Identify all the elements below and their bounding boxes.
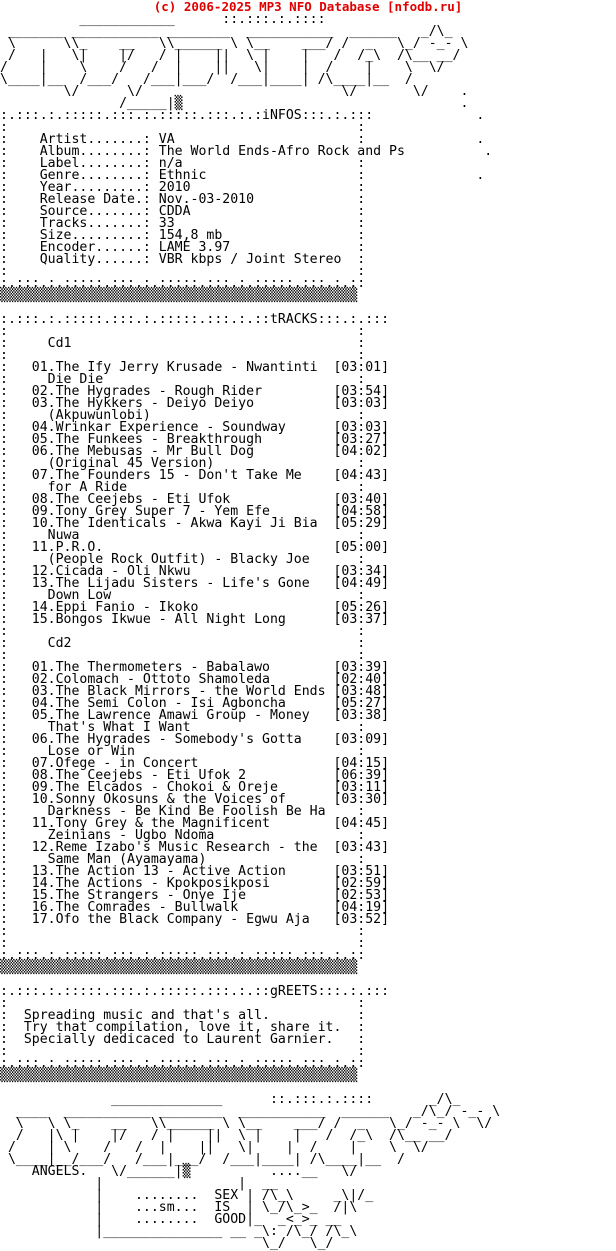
nfo-ascii-document: ____________ ::.:::.:.:::: _______ ___________ ________ ___________ ______ _/\_ \ \\_ __ \\______ \ \__ ___/ / _ \_/ -_- \ / | \| |/ / | || \ | | / /_\ /\__ __/ / | \ / / | || \| | / | \ \/ \____|__ /___/ /___|___/ /___|____| /\____|__ / \/ \/ \/ \/ . /_____|▒ . :.:::.:.:::::.:::.:.:::::.:::.:.:iNFOS:::.:.::: . : : : Artist.......: VA : . : Album........: The World Ends-Afro Rock and Ps . : Label........: n/a : : Genre........: Ethnic : . : Year.........: 2010 : : Release Date.: Nov.-03-2010 : : Source.......: CDDA : : Tracks.......: 33 : : Size.........: 154,8 mb : : Encoder......: LAME 3.97 : : Quality......: VBR kbps / Joint Stereo : : : :.:::.:.:::::.:::.:.:::::.:::.:.:::::.:::.:.:: ▒▒▒▒▒▒▒▒▒▒▒▒▒▒▒▒▒▒▒▒▒▒▒▒▒▒▒▒▒▒▒▒▒▒▒▒▒▒▒▒▒▒▒▒▒ :.:::.:.:::::.:::.:.:::::.:::.:.::tRACKS:::.:.::: : : : Cd1 : : : : 01.The Ify Jerry Krusade - Nwantinti [03:01] : Die Die : : 02.The Hygrades - Rough Rider [03:54] : 03.The Hykkers - Deiyo Deiyo [03:03] : (Akpuwunlobi) : : 04.Wrinkar Experience - Soundway [03:03] : 05.The Funkees - Breakthrough [03:27] : 06.The Mebusas - Mr Bull Dog [04:02] : (Original 45 Version) : : 07.The Founders 15 - Don't Take Me [04:43] : for A Ride : : 08.The Ceejebs - Eti Ufok [03:40] : 09.Tony Grey Super 7 - Yem Efe [04:58] : 10.The Identicals - Akwa Kayi Ji Bia [05:29] : Nuwa : : 11.P.R.O. [05:00] : (People Rock Outfit) - Blacky Joe : : 12.Cicada - Oli Nkwu [03:34] : 13.The Lijadu Sisters - Life's Gone [04:49] : Down Low : : 14.Eppi Fanio - Ikoko [05:26] : 15.Bongos Ikwue - All Night Long [03:37] : : : Cd2 : : : : 01.The Thermometers - Babalawo [03:39] : 02.Colomach - Ottoto Shamoleda [02:40] : 03.The Black Mirrors - the World Ends [03:48] : 04.The Semi Colon - Isi Agboncha [05:27] : 05.The Lawrence Amawi Group - Money [03:38] : That's What I Want : : 06.The Hygrades - Somebody's Gotta [03:09] : Lose or Win : : 07.Ofege - in Concert [04:15] : 08.The Ceejebs - Eti Ufok 2 [06:39] : 09.The Elcados - Chokoi & Oreje [03:11] : 10.Sonny Okosuns & the Voices of [03:30] : Darkness - Be Kind Be Foolish Be Ha : : 11.Tony Grey & the Magnificent [04:45] : Zeinians - Ugbo Ndoma : : 12.Reme Izabo's Music Research - the [03:43] : Same Man (Ayamayama) : : 13.The Action 13 - Active Action [03:51] : 14.The Actions - Kpokposikposi [02:59] : 15.The Strangers - Onye Ije [02:53] : 16.The Comrades - Bullwalk [04:19] : 17.Ofo the Black Company - Egwu Aja [03:52] : : : : :.:::.:.:::::.:::.:.:::::.:::.:.:::::.:::.:.:: ▒▒▒▒▒▒▒▒▒▒▒▒▒▒▒▒▒▒▒▒▒▒▒▒▒▒▒▒▒▒▒▒▒▒▒▒▒▒▒▒▒▒▒▒▒ :.:::.:.:::::.:::.:.:::::.:::.:.::gREETS:::.:.::: : : : Spreading music and that's all. : : Try that compilation, love it, share it. : : Specially dedicaced to Laurent Garnier. : : : :.:::.:.:::::.:::.:.:::::.:::.:.:::::.:::.:.:: ▒▒▒▒▒▒▒▒▒▒▒▒▒▒▒▒▒▒▒▒▒▒▒▒▒▒▒▒▒▒▒▒▒▒▒▒▒▒▒▒▒▒▒▒▒ ______________ ::.:::.:.:::: _/\_ ____ ___________ ________ ___________ ______ _/\_/ -_- \ \ \ \_ __ \\______ \ \__ ___/ / _ \_/ -_- \ \/ / |\ | |/ / | || \ | | / /_\ /\__ __/ / | \ / / | || \| | / | \ \/ \____|__/___/ /___|___/ /___|____| /\____|__ / ANGELS. \/______|▒ ....__ \/ | | __ | ........ SEX | /\_\ _\|/_ | ...sm... IS | \_/\_>_ /|\ | ........ GOOD|_ _<_>_ __ |_______________ __ _\: /\_/ /\_\ \_/ \_/: [0, 12, 501, 1251]
page-header-title: (c) 2006-2025 MP3 NFO Database [nfodb.ru]: [153, 0, 463, 14]
